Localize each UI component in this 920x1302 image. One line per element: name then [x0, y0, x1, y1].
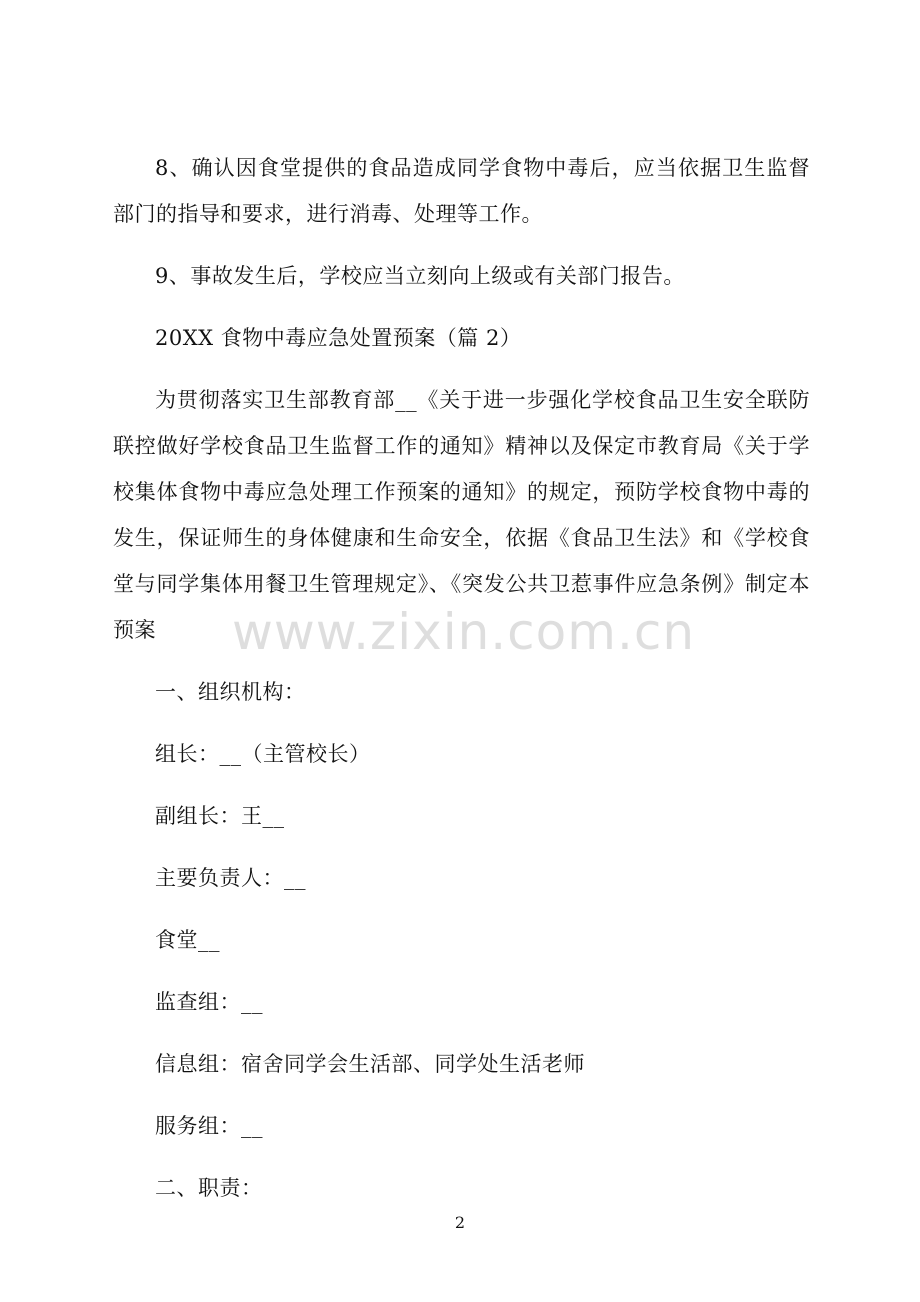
team-leader-line: 组长：__（主管校长） [155, 742, 371, 766]
deputy-leader-line: 副组长：王__ [155, 804, 285, 828]
responsibilities-heading: 二、职责： [155, 1176, 263, 1200]
main-responsible-line: 主要负责人：__ [155, 866, 306, 890]
intro-paragraph: 为贯彻落实卫生部教育部__《关于进一步强化学校食品卫生安全联防联控做好学校食品卫生监督工作的通知》精神以及保定市教育局《关于学校集体食物中毒应急处理工作预案的通知》的规定，预防学校食物中毒的发生，保证师生的身体健康和生命安全，依据《食品卫生法》和《学校食堂与同学集体用餐卫生管理规定》、《突发公共卫惹事件应急条例》制定本预案 [113, 388, 810, 642]
paragraph-item-9: 9、事故发生后，学校应当立刻向上级或有关部门报告。 [155, 264, 685, 288]
service-group-line: 服务组：__ [155, 1114, 263, 1138]
page-number: 2 [454, 1213, 466, 1232]
paragraph-item-8: 8、确认因食堂提供的食品造成同学食物中毒后，应当依据卫生监督部门的指导和要求，进行消毒、处理等工作。 [113, 156, 810, 226]
information-group-line: 信息组：宿舍同学会生活部、同学处生活老师 [155, 1052, 585, 1076]
section-heading: 20XX 食物中毒应急处置预案（篇 2） [155, 326, 522, 350]
document-body [113, 145, 810, 1211]
canteen-line: 食堂__ [155, 928, 220, 952]
watermark: www.zixin.com.cn [232, 603, 696, 661]
organization-heading: 一、组织机构： [155, 680, 306, 704]
inspection-group-line: 监查组：__ [155, 990, 263, 1014]
